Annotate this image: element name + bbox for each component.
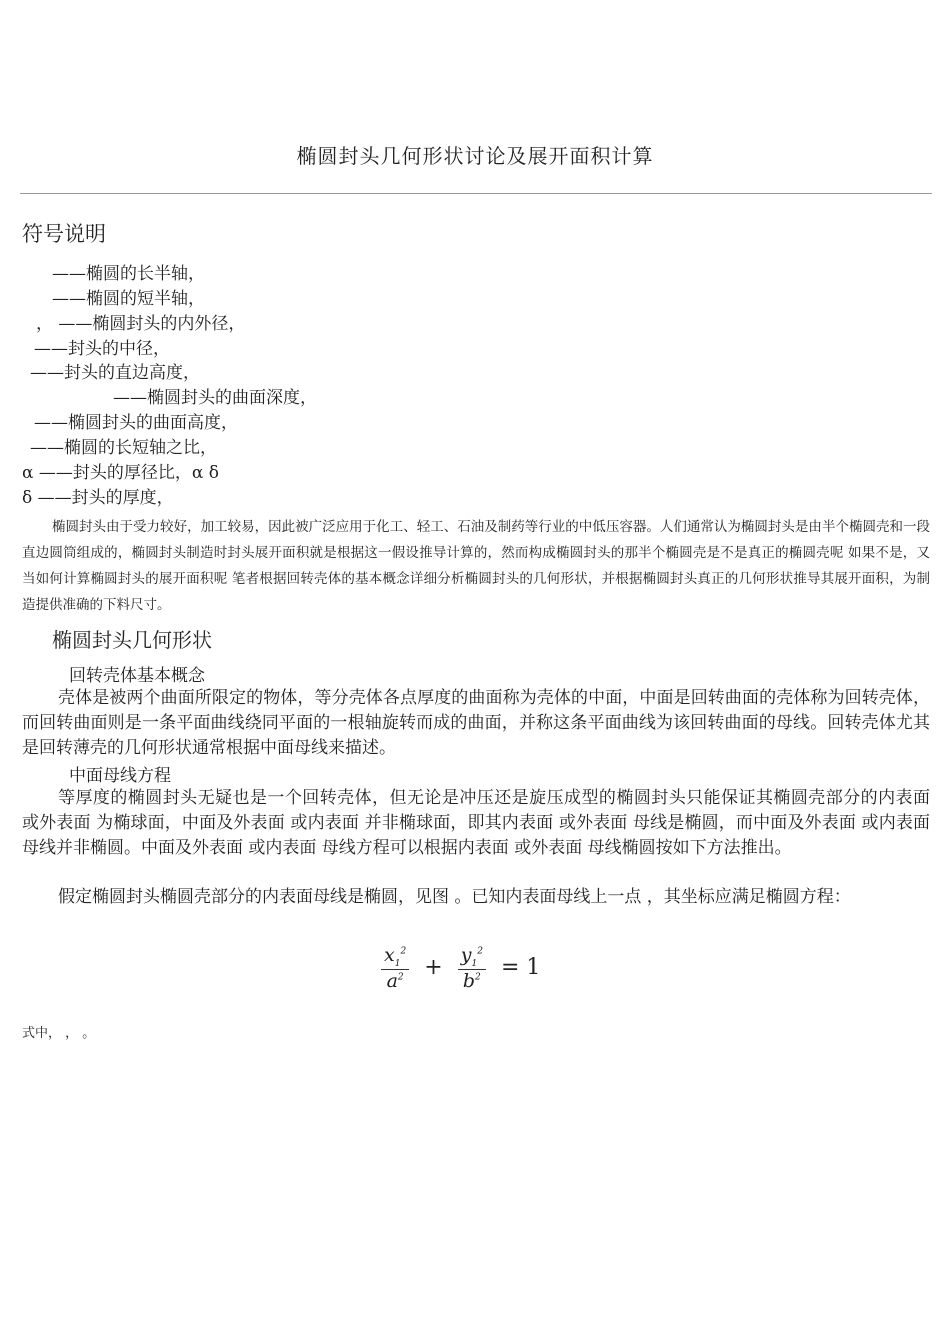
subsection-heading: 回转壳体基本概念 xyxy=(69,666,205,686)
symbol-line: ——椭圆的长短轴之比， xyxy=(30,438,217,458)
body-paragraph: 假定椭圆封头椭圆壳部分的内表面母线是椭圆，见图 。已知内表面母线上一点 ，其坐标应满足椭圆方程： xyxy=(58,887,851,907)
equals-one: = 1 xyxy=(500,955,541,981)
symbol-line: δ ——封头的厚度， xyxy=(22,488,174,508)
symbol-line: ——封头的直边高度， xyxy=(30,363,200,383)
body-paragraph: 等厚度的椭圆封头无疑也是一个回转壳体，但无论是冲压还是旋压成型的椭圆封头只能保证其椭圆壳部分的内表面 或外表面 为椭球面，中面及外表面 或内表面 并非椭球面，即其内表面 或外表面 母线是椭圆，而中面及外表面 或内表面 母线并非椭圆。中面及外表面 或内表面 母线方程可以根据内表面 或外表面 母线椭圆按如下方法推出。 xyxy=(22,788,930,858)
subsection-heading: 中面母线方程 xyxy=(69,766,171,786)
symbol-line: α ——封头的厚径比，α δ xyxy=(22,463,220,483)
formula-note: 式中， ， 。 xyxy=(22,1026,96,1041)
body-paragraph: 壳体是被两个曲面所限定的物体，等分壳体各点厚度的曲面称为壳体的中面，中面是回转曲面的壳体称为回转壳体，而回转曲面则是一条平面曲线绕同平面的一根轴旋转而成的曲面，并称这条平面曲线为该回转曲面的母线。回转壳体尤其是回转薄壳的几何形状通常根据中面母线来描述。 xyxy=(22,688,930,758)
symbol-line: ——椭圆的短半轴， xyxy=(52,289,205,309)
symbol-line: ——椭圆封头的曲面深度， xyxy=(113,388,317,408)
title-divider xyxy=(20,193,932,194)
symbols-heading: 符号说明 xyxy=(22,222,106,246)
section-heading: 椭圆封头几何形状 xyxy=(52,628,212,652)
fraction: $\frac{x_1^2}{a^2}$ xyxy=(381,944,409,992)
plus-sign: + xyxy=(424,955,443,981)
symbol-line: ——椭圆封头的曲面高度， xyxy=(34,413,238,433)
abstract-paragraph: 椭圆封头由于受力较好，加工较易，因此被广泛应用于化工、轻工、石油及制药等行业的中低压容器。人们通常认为椭圆封头是由半个椭圆壳和一段直边圆筒组成的，椭圆封头制造时封头展开面积就是根据这一假设推导计算的，然而构成椭圆封头的那半个椭圆壳是不是真正的椭圆壳呢 如果不是，又当如何计算椭圆封头的展开面积呢 笔者根据回转壳体的基本概念详细分析椭圆封头的几何形状，并根据椭圆封头真正的几何形状推导其展开面积，为制造提供准确的下料尺寸。 xyxy=(22,519,930,613)
ellipse-equation xyxy=(378,944,546,992)
symbol-line: ， ——椭圆封头的内外径， xyxy=(36,314,246,334)
fraction: $\frac{y_1^2}{b^2}$ xyxy=(458,944,486,992)
symbol-line: ——封头的中径， xyxy=(34,339,170,359)
symbol-line: ——椭圆的长半轴， xyxy=(52,264,205,284)
document-title: 椭圆封头几何形状讨论及展开面积计算 xyxy=(296,144,654,168)
